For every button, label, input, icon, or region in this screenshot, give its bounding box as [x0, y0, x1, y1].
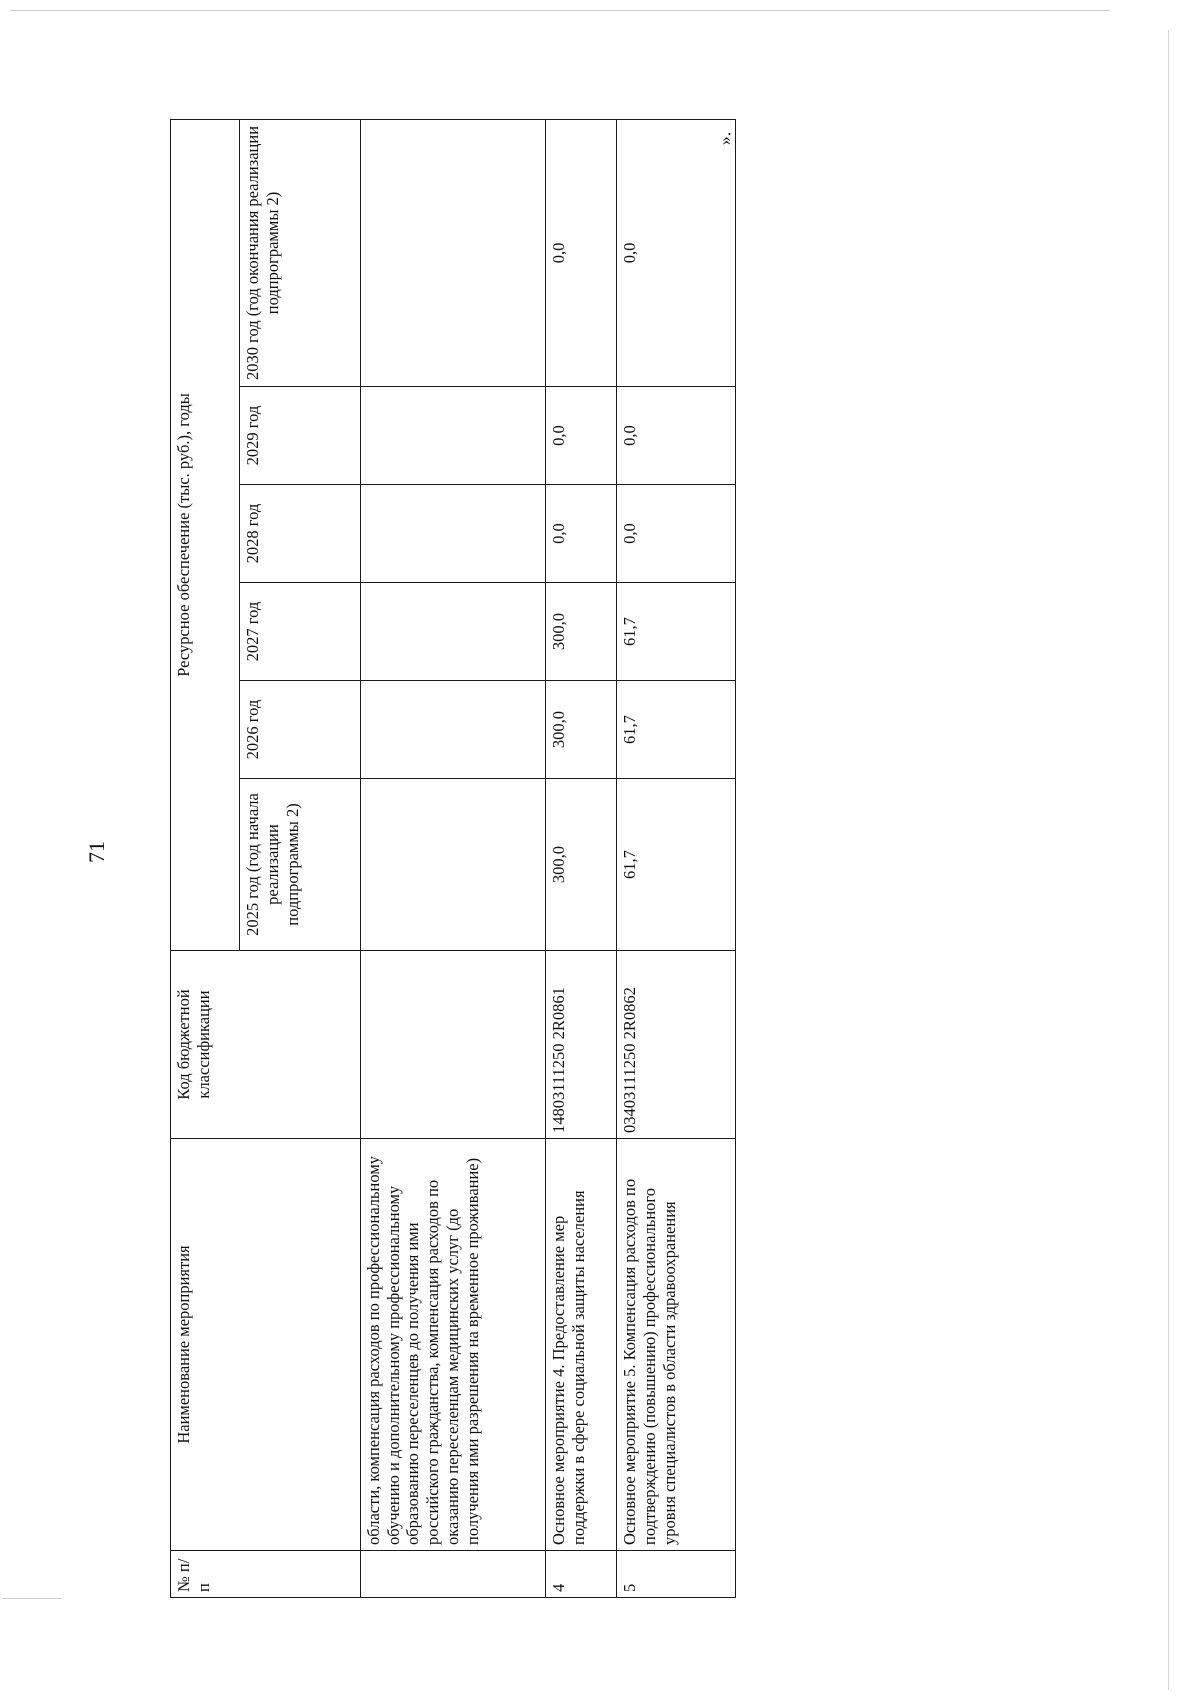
row-value-2027: 300,0 [546, 583, 617, 681]
scan-edge-right [1168, 30, 1169, 1690]
row-value-2026: 61,7 [617, 681, 736, 779]
row-code: 14803111250 2R0861 [546, 951, 617, 1139]
row-name: области, компенсация расходов по профессиональному обучению и дополнительному профессиональному образованию переселенцев до получения ими российского гражданства, компенсация расходов по оказанию переселенцам медицинских услуг (до получения ими разрешения на временное проживание) [360, 1139, 545, 1551]
row-name: Основное мероприятие 4. Предоставление мер поддержки в сфере социальной защиты населения [546, 1139, 617, 1551]
header-year-2028: 2028 год [240, 485, 361, 583]
row-value-2030: 0,0 [546, 119, 617, 386]
table-row [546, 119, 617, 1597]
row-num [360, 1551, 545, 1598]
header-name: Наименование мероприятия [171, 1139, 361, 1551]
row-value-2029 [360, 387, 545, 485]
header-code: Код бюджетной классификации [171, 951, 361, 1139]
row-value-2025: 61,7 [617, 779, 736, 951]
closing-quote-mark: ». [714, 131, 735, 146]
row-value-2029: 0,0 [546, 387, 617, 485]
row-value-2030: 0,0 [617, 119, 736, 386]
row-value-2028 [360, 485, 545, 583]
header-year-2030: 2030 год (год окончания реализации подпрограммы 2) [240, 119, 361, 386]
row-value-2026 [360, 681, 545, 779]
header-num: № п/п [171, 1551, 361, 1598]
page-number: 71 [84, 841, 109, 863]
row-code: 03403111250 2R0862 [617, 951, 736, 1139]
row-value-2027: 61,7 [617, 583, 736, 681]
scan-edge-top [10, 10, 1110, 11]
resource-table [170, 119, 736, 1598]
rotated-table-wrapper [170, 120, 736, 1598]
row-value-2026: 300,0 [546, 681, 617, 779]
row-value-2029: 0,0 [617, 387, 736, 485]
row-value-2027 [360, 583, 545, 681]
row-code [360, 951, 545, 1139]
scan-edge-left [2, 1598, 62, 1599]
row-value-2025: 300,0 [546, 779, 617, 951]
header-year-2025: 2025 год (год начала реализации подпрограммы 2) [240, 779, 361, 951]
row-value-2028: 0,0 [617, 485, 736, 583]
table-row [617, 119, 736, 1597]
header-resources: Ресурсное обеспечение (тыс. руб.), годы [171, 119, 240, 950]
header-year-2029: 2029 год [240, 387, 361, 485]
header-year-2027: 2027 год [240, 583, 361, 681]
table-row [360, 119, 545, 1597]
row-value-2025 [360, 779, 545, 951]
row-value-2028: 0,0 [546, 485, 617, 583]
row-num: 5 [617, 1551, 736, 1598]
row-name: Основное мероприятие 5. Компенсация расходов по подтверждению (повышению) профессионального уровня специалистов в области здравоохранения [617, 1139, 736, 1551]
row-num: 4 [546, 1551, 617, 1598]
row-value-2030 [360, 119, 545, 386]
header-year-2026: 2026 год [240, 681, 361, 779]
